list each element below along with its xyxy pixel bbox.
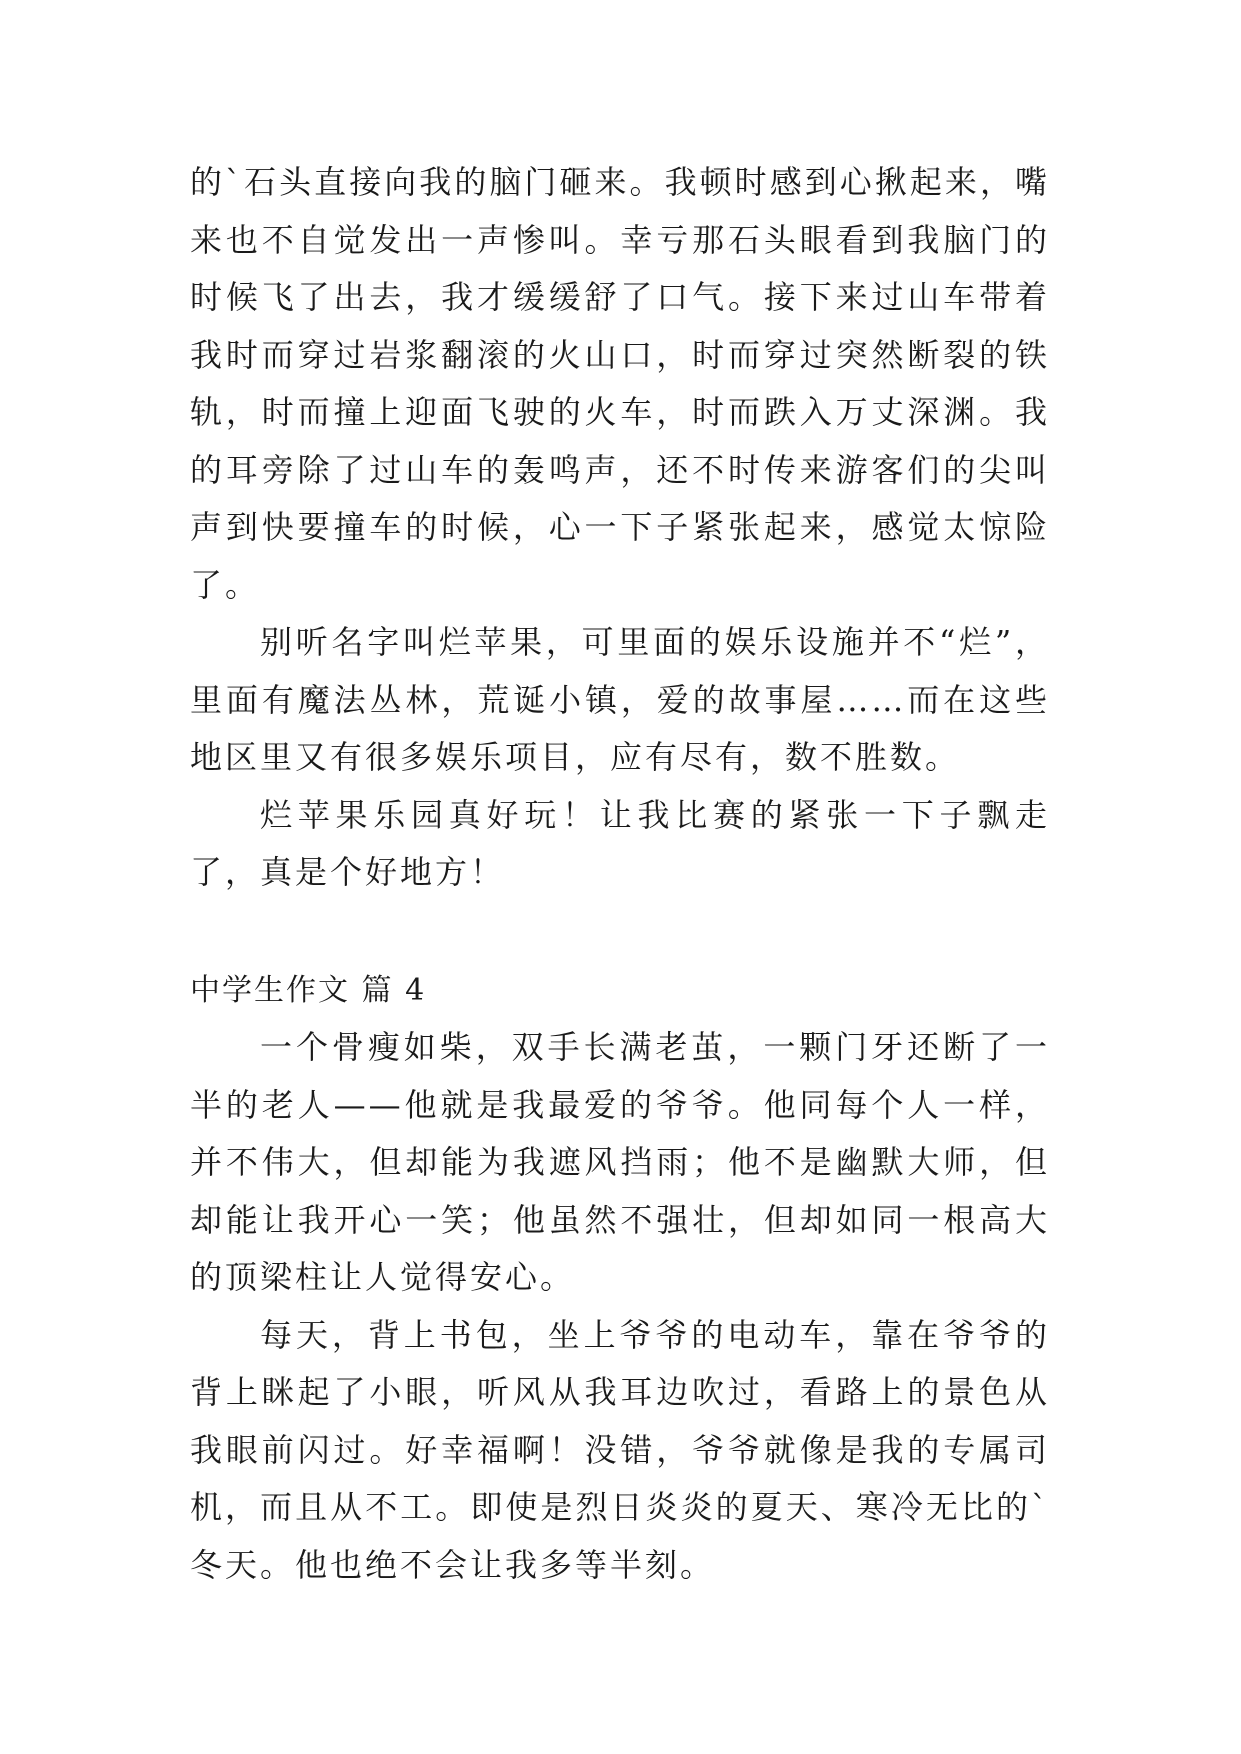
paragraph-3: 烂苹果乐园真好玩！让我比赛的紧张一下子飘走了，真是个好地方！	[190, 795, 1050, 891]
paragraph-4: 一个骨瘦如柴，双手长满老茧，一颗门牙还断了一半的老人——他就是我最爱的爷爷。他同每个人一样，并不伟大，但却能为我遮风挡雨；他不是幽默大师，但却能让我开心一笑；他虽然不强壮，但却如同一根高大的顶梁柱让人觉得安心。	[190, 1028, 1050, 1296]
section-heading: 中学生作文 篇 4	[190, 972, 427, 1008]
section-gap	[190, 902, 1050, 962]
paragraph-2: 别听名字叫烂苹果，可里面的娱乐设施并不“烂”，里面有魔法丛林，荒诞小镇，爱的故事屋……而在这些地区里又有很多娱乐项目，应有尽有，数不胜数。	[190, 623, 1050, 776]
paragraph-5: 每天，背上书包，坐上爷爷的电动车，靠在爷爷的背上眯起了小眼，听风从我耳边吹过，看路上的景色从我眼前闪过。好幸福啊！没错，爷爷就像是我的专属司机，而且从不工。即使是烈日炎炎的夏天、寒冷无比的`冬天。他也绝不会让我多等半刻。	[190, 1315, 1050, 1584]
paragraph-1: 的`石头直接向我的脑门砸来。我顿时感到心揪起来，嘴来也不自觉发出一声惨叫。幸亏那石头眼看到我脑门的时候飞了出去，我才缓缓舒了口气。接下来过山车带着我时而穿过岩浆翻滚的火山口，时而穿过突然断裂的铁轨，时而撞上迎面飞驶的火车，时而跌入万丈深渊。我的耳旁除了过山车的轰鸣声，还不时传来游客们的尖叫声到快要撞车的时候，心一下子紧张起来，感觉太惊险了。	[190, 163, 1050, 604]
document-body	[190, 154, 1050, 1594]
